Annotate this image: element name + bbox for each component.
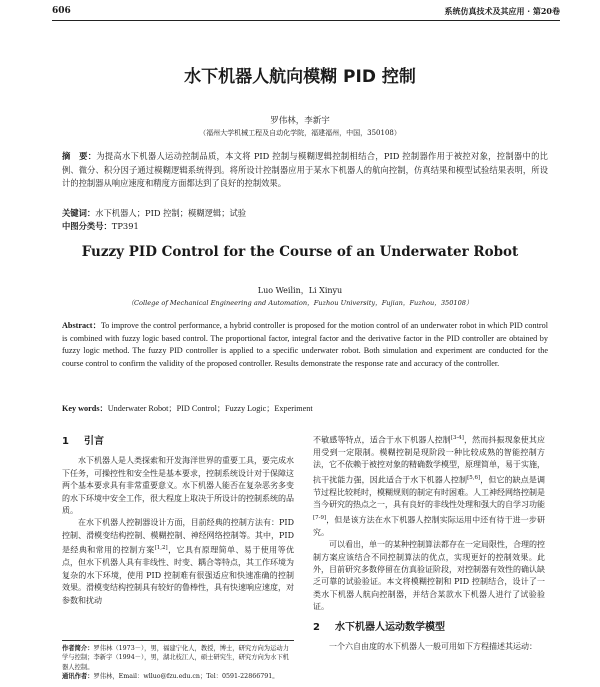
footnote-bio-label: 作者简介： xyxy=(62,645,94,652)
section-2-heading xyxy=(313,622,545,634)
section-2-title: 水下机器人运动数学模型 xyxy=(335,621,445,633)
section-1-paragraph: 在水下机器人控制器设计方面，目前经典的控制方法有：PID 控制、滑模变结构控制、模糊控制、神经网络控制等。其中，PID 是经典和常用的控制方案[1,2]，它具有原理简单、易于使用等优点，但水下机器人具有非线性、时变、耦合等特点，其工作环境为复杂的水下环境，使用 PID 控制难有很强适应和快速准确的控制效果。滑模变结构控制具有较好的鲁棒性，具有快速响应速度，对参数和扰动 xyxy=(62,518,295,605)
abstract-cn-text: 为提高水下机器人运动控制品质，本文将 PID 控制与模糊逻辑控制相结合，PID 控制器作用于被控对象，控制器中的比例、微分、积分因子通过模糊逻辑系统得到。将所设计控制器应用于某水下机器人的航向控制，仿真结果和模型试验结果表明，所设计的控制器从响应速度和精度方面都达到了良好的控制效果。 xyxy=(62,151,548,188)
left-column xyxy=(62,432,294,607)
keywords-cn-label: 关键词： xyxy=(62,208,96,218)
footnote-contact-label: 通讯作者： xyxy=(62,672,94,680)
keywords-en-label: Key words： xyxy=(62,404,108,413)
affiliation-cn: （福州大学机械工程及自动化学院，福建福州，中国，350108） xyxy=(199,129,401,137)
clc-number xyxy=(62,220,548,233)
keywords-cn xyxy=(62,207,548,220)
citation: [5,6] xyxy=(467,474,481,481)
section-2-paragraph: 一个六自由度的水下机器人一般可用如下方程描述其运动： xyxy=(329,642,537,652)
citation: [7-9] xyxy=(313,514,327,521)
authors-en: Luo Weilin，Li Xinyu xyxy=(257,286,343,295)
section-2-number: 2 xyxy=(313,621,320,633)
keywords-cn-text: 水下机器人；PID 控制；模糊逻辑；试验 xyxy=(95,208,247,218)
author-footnote xyxy=(62,640,294,681)
running-header xyxy=(52,6,560,21)
section-1-heading xyxy=(62,436,294,448)
section-1-paragraph: 水下机器人是人类探索和开发海洋世界的重要工具，要完成水下任务，可操控性和安全性是基本要求，控制系统设计对于保障这两个基本要求具有非常重要意义。水下机器人能否在复杂恶劣多变的水下环境中安全工作，很大程度上取决于所设计的控制系统的品质。 xyxy=(62,456,294,516)
page-number: 606 xyxy=(52,6,71,16)
keywords-en xyxy=(62,403,548,414)
citation: [1,2] xyxy=(154,545,168,552)
clc-text: TP391 xyxy=(111,221,139,231)
abstract-en xyxy=(62,320,548,371)
citation: [3-4] xyxy=(450,435,464,441)
authors-cn: 罗伟林，李新宇 xyxy=(270,116,330,126)
clc-label: 中图分类号： xyxy=(62,221,112,231)
section-1-number: 1 xyxy=(62,436,69,447)
footnote-contact: 罗伟林，Email：wlluo@fzu.edu.cn；Tel：0591-22866791。 xyxy=(93,672,279,680)
abstract-en-text: To improve the control performance, a hybrid controller is proposed for the motion control of an underwater robot in which PID control is combined with fuzzy logic based control. The proportional factor, integral factor and the derivative factor in the PID controller are obtained by fuzzy logic method. The fuzzy PID controller is applied to a specific underwater robot. Both simulation and experiment are conducted for the course control to confirm the validity of the proposed controller. Results demonstrate the response rate and accuracy of the controller. xyxy=(62,321,548,369)
affiliation-en: （College of Mechanical Engineering and Automation，Fuzhou University，Fujian，Fuzhou，350108） xyxy=(127,299,473,307)
section-1-paragraph: 可以看出，单一的某种控制算法都存在一定局限性，合理的控制方案应该结合不同控制算法的优点，实现更好的控制效果。此外，目前研究多数停留在仿真验证阶段，对控制器有效性的确认缺乏可靠的试验验证。本文将模糊控制和 PID 控制结合，设计了一类水下机器人航向控制器，并结合某款水下机器人进行了试验验证。 xyxy=(313,540,545,612)
abstract-en-label: Abstract： xyxy=(62,321,101,330)
section-1-paragraph-continued: 不敏感等特点，适合于水下机器人控制[3-4]，然而抖振现象使其应用受到一定限制。模糊控制是现阶段一种比较成熟的智能控制方法，它不依赖于被控对象的精确数学模型，原理简单，易于实施，抗干扰能力强，因此适合于水下机器人控制[5,6]，但它的缺点是调节过程比较耗时，模糊规则的制定有时困难。人工神经网络控制是当今研究的热点之一，具有良好的非线性处理和强大的自学习功能[7-9]，但是该方法在水下机器人控制实际运用中还有待于进一步研究。 xyxy=(313,435,546,537)
keywords-en-text: Underwater Robot；PID Control；Fuzzy Logic；Experiment xyxy=(107,404,313,413)
paper-title-en: Fuzzy PID Control for the Course of an Underwater Robot xyxy=(81,244,519,260)
right-column xyxy=(313,432,545,653)
section-1-title: 引言 xyxy=(84,436,104,447)
footnote-bio: 罗伟林（1973－），男，福建宁化人，教授，博士，研究方向为运动力学与控制；李新宇（1994－），男，湖北枝江人，硕士研究生，研究方向为水下机器人控制。 xyxy=(62,645,289,671)
abstract-cn xyxy=(62,150,548,191)
journal-name: 系统仿真技术及其应用 · 第20卷 xyxy=(444,6,560,16)
paper-title-cn: 水下机器人航向模糊 PID 控制 xyxy=(184,67,416,87)
abstract-cn-label: 摘 要： xyxy=(62,151,97,161)
